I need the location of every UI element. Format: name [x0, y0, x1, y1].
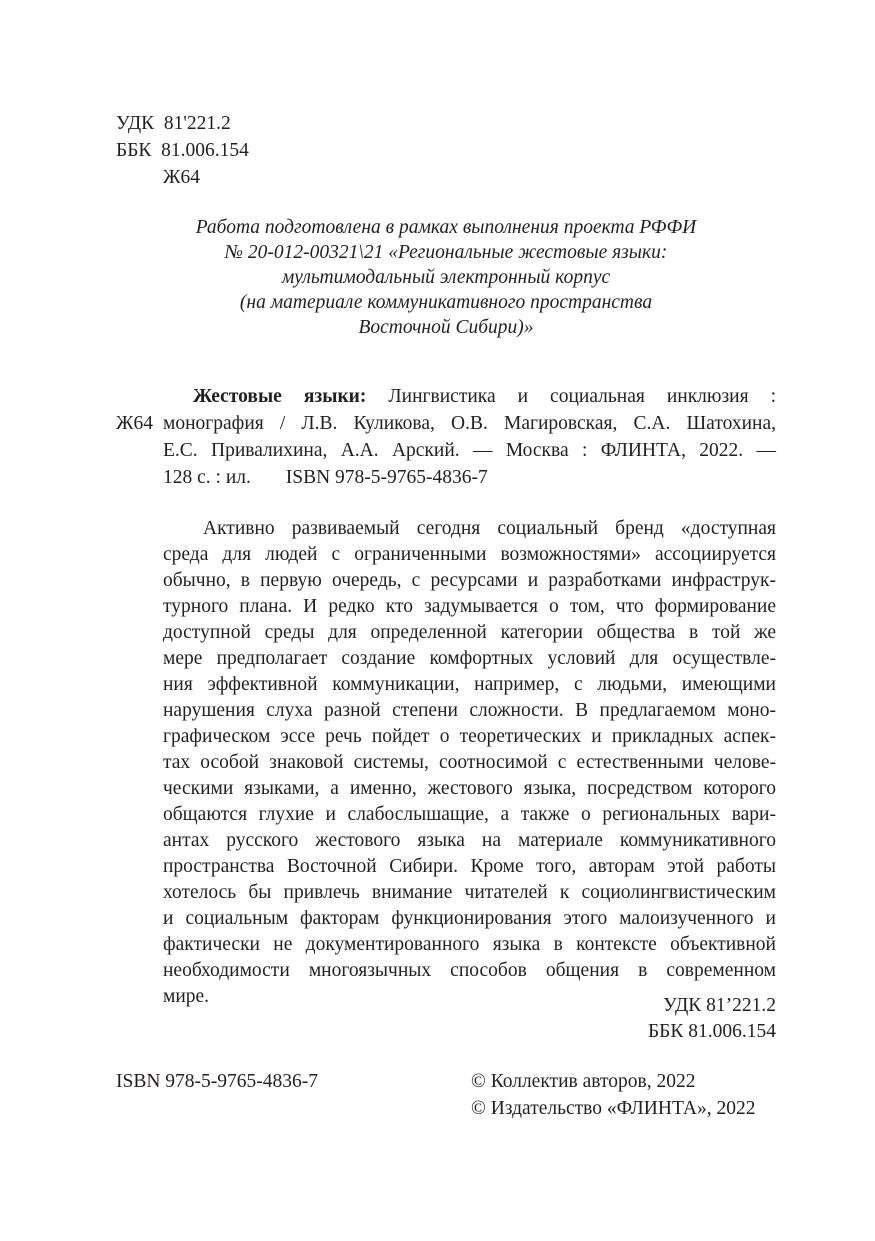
book-subtitle: Лингвистика и социальная инклюзия :	[388, 386, 776, 407]
bib-author-mark: Ж64	[116, 413, 153, 434]
udk-code-right: УДК 81’221.2	[663, 995, 776, 1016]
bbk-label: ББК	[116, 140, 152, 161]
bbk-value: 81.006.154	[161, 140, 249, 161]
udk-value: 81'221.2	[163, 113, 231, 134]
udk-label: УДК	[116, 113, 155, 134]
abstract-line: хотелось бы привлечь внимание читателей к социолингвистическим	[163, 882, 776, 903]
abstract-line: ния эффективной коммуникации, например, с людьми, имеющими	[163, 674, 776, 695]
abstract-line: пространства Восточной Сибири. Кроме того, авторам этой работы	[163, 856, 776, 877]
abstract-line: мире.	[163, 986, 210, 1007]
bib-line-2: монография / Л.В. Куликова, О.В. Магировская, С.А. Шатохина,	[163, 413, 776, 434]
abstract-line: графическом эссе речь пойдет о теоретических и прикладных аспек-	[163, 726, 776, 747]
page-count: 128 с. : ил.	[163, 467, 251, 488]
footer-isbn: ISBN 978-5-9765-4836-7	[116, 1071, 319, 1092]
grant-note	[116, 216, 776, 340]
grant-note-line: (на материале коммуникативного пространства	[239, 292, 653, 313]
abstract-line: Активно развиваемый сегодня социальный бренд «доступная	[203, 518, 776, 539]
grant-note-line: мультимодальный электронный корпус	[281, 267, 611, 288]
copyright-authors: © Коллектив авторов, 2022	[471, 1071, 696, 1092]
grant-note-line: Восточной Сибири)»	[358, 317, 534, 338]
abstract-line: нарушения слуха разной степени сложности. В предлагаемом моно-	[163, 700, 776, 721]
bbk-code	[116, 139, 249, 163]
author-mark: Ж64	[163, 167, 200, 188]
bib-line-4	[163, 466, 488, 490]
bib-line-3: Е.С. Привалихина, А.А. Арский. — Москва : ФЛИНТА, 2022. —	[163, 440, 776, 461]
abstract-line: и социальным факторам функционирования этого малоизученного и	[163, 908, 776, 929]
udk-code	[116, 112, 231, 136]
copyright-publisher: © Издательство «ФЛИНТА», 2022	[471, 1098, 756, 1119]
grant-note-line: № 20-012-00321\21 «Региональные жестовые языки:	[224, 242, 668, 263]
bbk-code-right: ББК 81.006.154	[647, 1021, 776, 1042]
abstract-line: тах особой знаковой системы, соотносимой с естественными челове-	[163, 752, 776, 773]
abstract-line: среда для людей с ограниченными возможностями» ассоциируется	[163, 544, 776, 565]
abstract	[163, 517, 776, 1011]
abstract-line: турного плана. И редко кто задумывается о том, что формирование	[163, 596, 776, 617]
abstract-line: общаются глухие и слабослышащие, а также о региональных вари-	[163, 804, 776, 825]
abstract-line: ческими языками, а именно, жестового языка, посредством которого	[163, 778, 776, 799]
abstract-line: мере предполагает создание комфортных условий для осуществле-	[163, 648, 776, 669]
bib-isbn: ISBN 978-5-9765-4836-7	[285, 467, 488, 488]
abstract-line: доступной среды для определенной категории общества в той же	[163, 622, 776, 643]
abstract-line: фактически не документированного языка в контексте объективной	[163, 934, 776, 955]
abstract-line: обычно, в первую очередь, с ресурсами и разработками инфраструк-	[163, 570, 776, 591]
abstract-line: антах русского жестового языка на материале коммуникативного	[163, 830, 776, 851]
book-title: Жестовые языки:	[193, 386, 367, 407]
bib-line-1	[193, 385, 776, 409]
abstract-line: необходимости многоязычных способов общения в современном	[163, 960, 776, 981]
grant-note-line: Работа подготовлена в рамках выполнения проекта РФФИ	[195, 217, 697, 238]
